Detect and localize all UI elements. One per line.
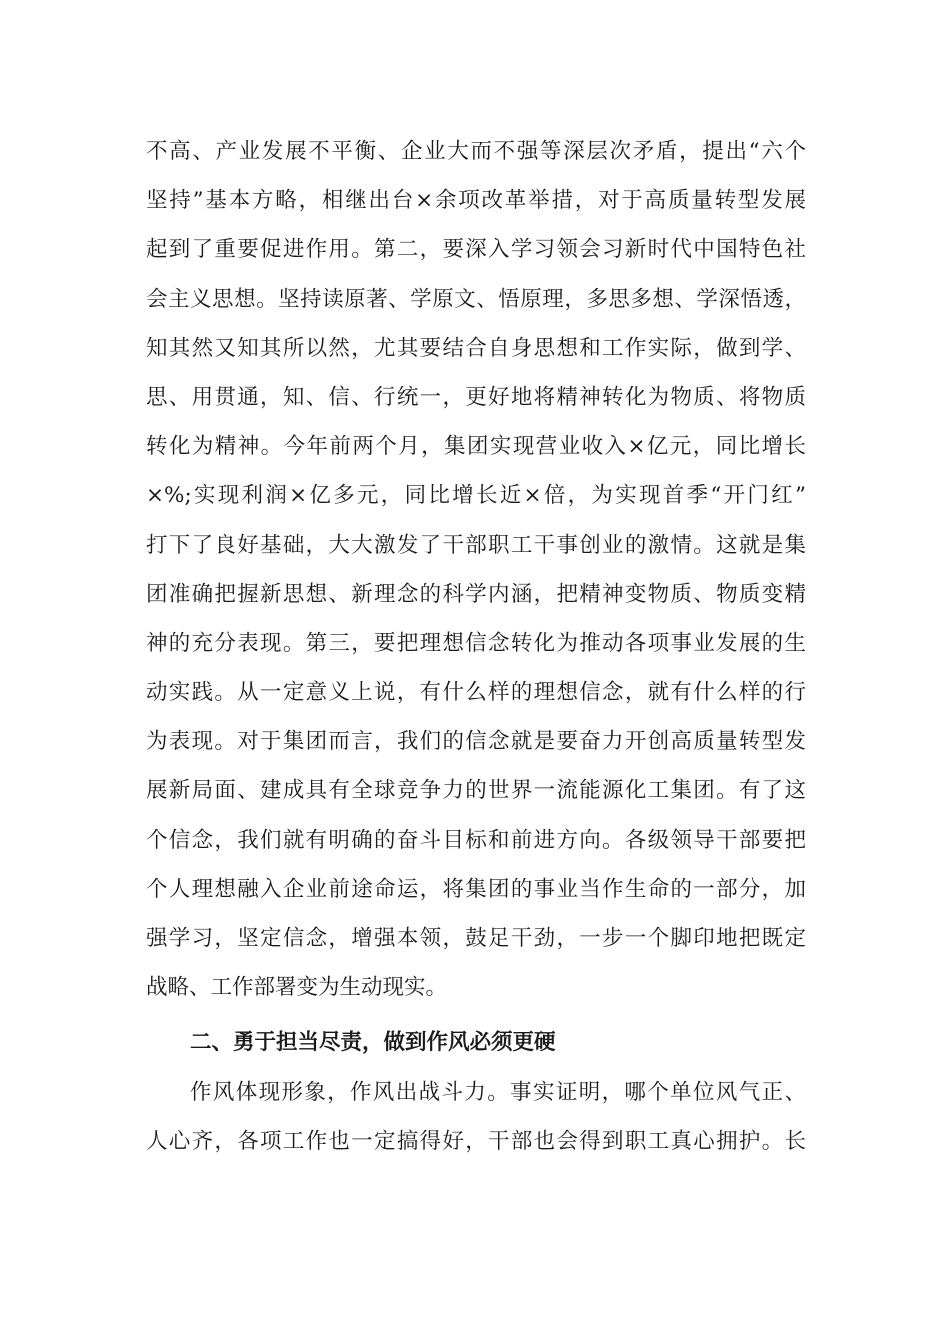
paragraph-line: 个信念，我们就有明确的奋斗目标和前进方向。各级领导干部要把 — [146, 827, 806, 853]
paragraph-line: 为表现。对于集团而言，我们的信念就是要奋力开创高质量转型发 — [146, 729, 806, 755]
paragraph-line: 个人理想融入企业前途命运，将集团的事业当作生命的一部分，加 — [146, 876, 806, 902]
document-body — [146, 127, 806, 1166]
paragraph-line: 知其然又知其所以然，尤其要结合自身思想和工作实际，做到学、 — [146, 335, 806, 361]
paragraph-2 — [146, 1068, 806, 1166]
paragraph-line: 战略、工作部署变为生动现实。 — [146, 975, 448, 1001]
paragraph-line: ×%;实现利润×亿多元，同比增长近×倍，为实现首季“开门红” — [146, 483, 806, 509]
paragraph-line: 团准确把握新思想、新理念的科学内涵，把精神变物质、物质变精 — [146, 581, 806, 607]
section-heading: 二、勇于担当尽责，做到作风必须更硬 — [190, 1030, 556, 1056]
paragraph-1 — [146, 127, 806, 1012]
paragraph-line: 转化为精神。今年前两个月，集团实现营业收入×亿元，同比增长 — [146, 434, 806, 460]
paragraph-line: 强学习，坚定信念，增强本领，鼓足干劲，一步一个脚印地把既定 — [146, 926, 806, 951]
paragraph-line: 坚持”基本方略，相继出台×余项改革举措，对于高质量转型发展 — [146, 188, 806, 214]
paragraph-line: 不高、产业发展不平衡、企业大而不强等深层次矛盾，提出“六个 — [146, 139, 806, 164]
paragraph-line: 起到了重要促进作用。第二，要深入学习领会习新时代中国特色社 — [146, 237, 806, 263]
paragraph-line: 作风体现形象，作风出战斗力。事实证明，哪个单位风气正、 — [190, 1079, 806, 1105]
paragraph-line: 会主义思想。坚持读原著、学原文、悟原理，多思多想、学深悟透， — [146, 286, 806, 312]
paragraph-line: 人心齐，各项工作也一定搞得好，干部也会得到职工真心拥护。长 — [146, 1128, 806, 1154]
paragraph-line: 思、用贯通，知、信、行统一，更好地将精神转化为物质、将物质 — [146, 384, 806, 410]
paragraph-line: 打下了良好基础，大大激发了干部职工干事创业的激情。这就是集 — [146, 532, 806, 558]
paragraph-line: 神的充分表现。第三，要把理想信念转化为推动各项事业发展的生 — [146, 630, 806, 656]
paragraph-line: 展新局面、建成具有全球竞争力的世界一流能源化工集团。有了这 — [146, 778, 806, 804]
paragraph-line: 动实践。从一定意义上说，有什么样的理想信念，就有什么样的行 — [146, 680, 806, 706]
